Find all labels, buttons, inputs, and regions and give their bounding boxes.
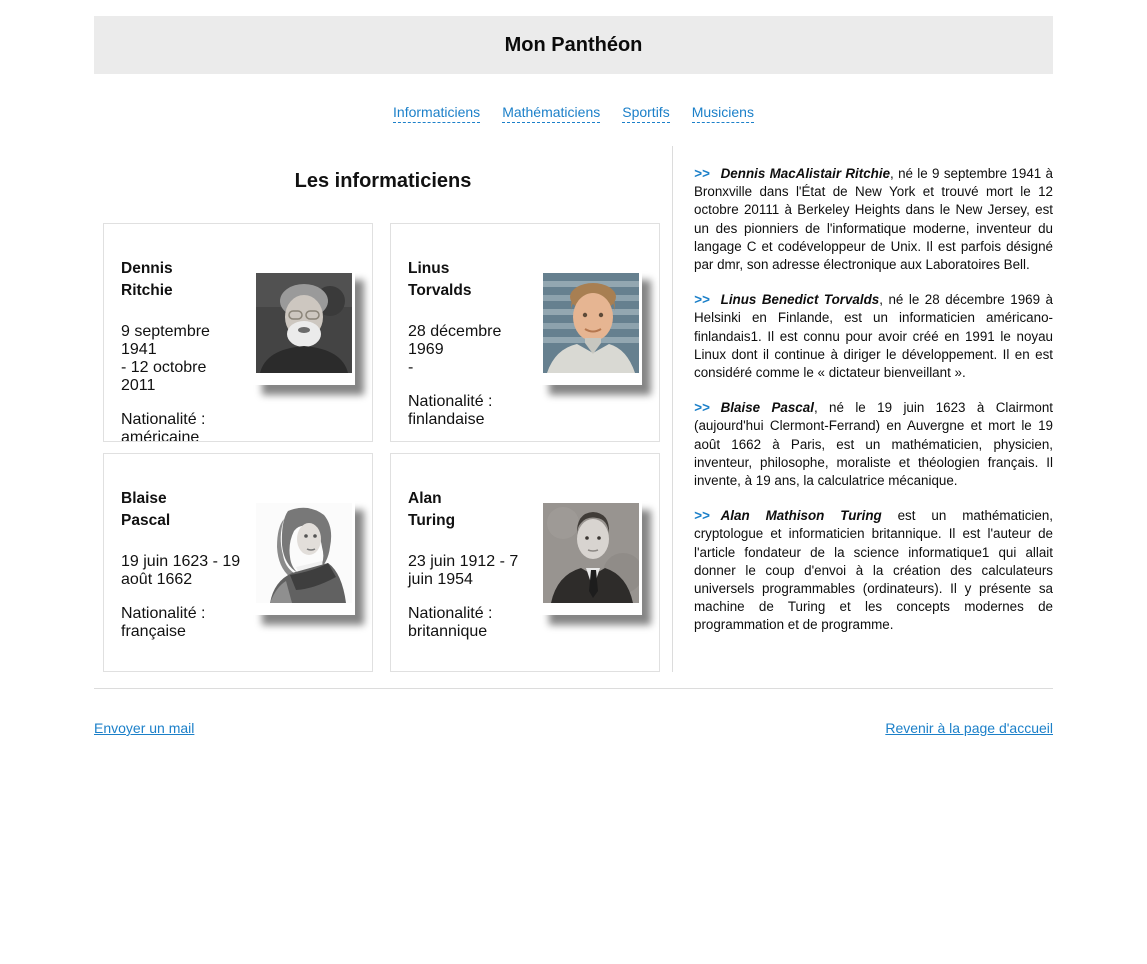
nav-link-sportifs[interactable]: Sportifs: [622, 104, 669, 123]
nav-link-mathematiciens[interactable]: Mathématiciens: [502, 104, 600, 123]
bio-text: , né le 28 décembre 1969 à Helsinki en Finlande, est un informaticien américano-finlandais1. Il est connu pour avoir créé en 1991 le noyau Linux dont il continue à diriger le développement. Il en est considéré comme le « dictateur bienveillant ».: [694, 292, 1053, 381]
bios-column: [673, 146, 1053, 672]
nav-link-informaticiens[interactable]: Informaticiens: [393, 104, 480, 123]
person-card-linus-torvalds: Linus Torvalds 28 décembre 1969 - Nationalité : finlandaise: [390, 223, 660, 442]
people-column: [94, 146, 673, 672]
main-content: [94, 146, 1053, 689]
bio-marker: >>: [694, 508, 710, 524]
site-footer: [94, 720, 1053, 896]
page-title: Mon Panthéon: [504, 33, 643, 56]
nav-link-musiciens[interactable]: Musiciens: [692, 104, 754, 123]
photo-blaise-pascal: [253, 500, 355, 615]
main-nav: [94, 104, 1053, 123]
bio-marker: >>: [694, 166, 710, 181]
bio-person-name: Linus Benedict Torvalds: [720, 292, 880, 308]
mail-link[interactable]: Envoyer un mail: [94, 720, 195, 736]
cards-grid: [103, 223, 663, 672]
person-card-blaise-pascal: Blaise Pascal 19 juin 1623 - 19 août 1662 Nationalité : française: [103, 453, 373, 672]
bio-paragraph-blaise-pascal: [694, 399, 1053, 490]
person-name: Blaise Pascal: [121, 490, 171, 529]
person-card-alan-turing: Alan Turing 23 juin 1912 - 7 juin 1954 Nationalité : britannique: [390, 453, 660, 672]
photo-dennis-ritchie: [253, 270, 355, 385]
photo-linus-torvalds: [540, 270, 642, 385]
bio-paragraph-dennis-ritchie: [694, 165, 1053, 274]
bio-text: , né le 19 juin 1623 à Clairmont (aujourd'hui Clermont-Ferrand) en Auvergne et mort le 19 août 1662 à Paris, est un mathématicien, physicien, inventeur, philosophe, moraliste et théologien français. Il invente, à 19 ans, la calculatrice mécanique.: [694, 400, 1053, 489]
bio-text: , né le 9 septembre 1941 à Bronxville dans l'État de New York et trouvé mort le 12 octobre 20111 à Berkeley Heights dans le New Jersey, est un des pionniers de l'informatique moderne, inventeur du langage C et codéveloppeur de Unix. Il est parfois désigné par dmr, son adresse électronique aux Laboratoires Bell.: [694, 166, 1053, 273]
home-link[interactable]: Revenir à la page d'accueil: [885, 720, 1053, 736]
person-name: Alan Turing: [408, 490, 456, 529]
section-heading: Les informaticiens: [294, 170, 472, 192]
photo-alan-turing: [540, 500, 642, 615]
bio-marker: >>: [694, 400, 710, 416]
bio-text: est un mathématicien, cryptologue et informaticien britannique. Il est l'auteur de l'article fondateur de la science informatique1 qui allait donner le coup d'envoi à la création des calculateurs universels programmables (ordinateurs). Il y présente sa machine de Turing et les concepts modernes de programmation et de programme.: [694, 508, 1054, 633]
person-card-dennis-ritchie: Dennis Ritchie 9 septembre 1941 - 12 octobre 2011 Nationalité : américaine: [103, 223, 373, 442]
bio-person-name: Blaise Pascal: [720, 400, 814, 416]
person-name: Linus Torvalds: [408, 260, 472, 299]
bio-person-name: Dennis MacAlistair Ritchie: [720, 166, 891, 181]
bio-paragraph-linus-torvalds: [694, 291, 1053, 382]
bio-marker: >>: [694, 292, 710, 308]
bio-person-name: Alan Mathison Turing: [720, 508, 882, 524]
person-name: Dennis Ritchie: [121, 260, 173, 299]
bio-paragraph-alan-turing: [694, 507, 1053, 634]
page-container: [94, 0, 1053, 896]
site-header: [94, 16, 1053, 74]
